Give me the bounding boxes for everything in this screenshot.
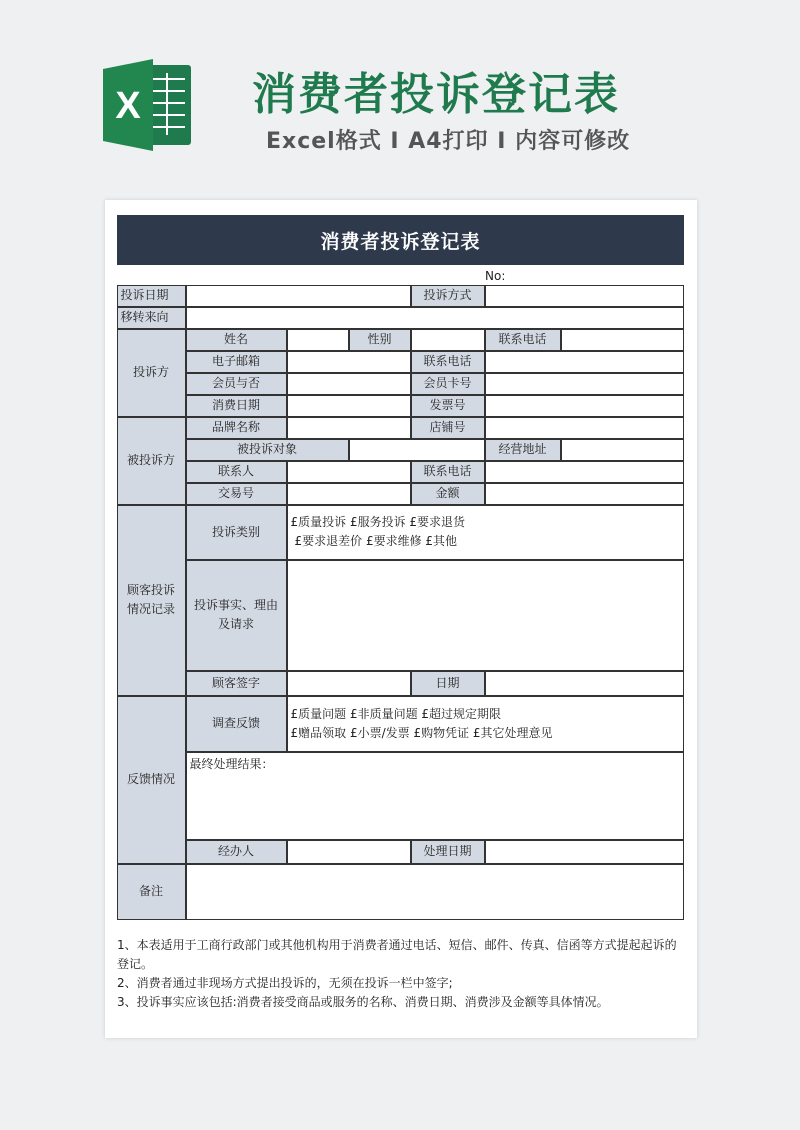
facts-label: 投诉事实、理由及请求 bbox=[186, 560, 287, 671]
final-result-field[interactable] bbox=[186, 752, 684, 840]
phone2-field[interactable] bbox=[485, 351, 684, 373]
purchase-date-label: 消费日期 bbox=[186, 395, 287, 417]
hero-subtitle: Excel格式 I A4打印 I 内容可修改 bbox=[266, 129, 631, 154]
facts-field[interactable] bbox=[287, 560, 684, 671]
feedback-section-label: 反馈情况 bbox=[117, 696, 186, 864]
brand-label: 品牌名称 bbox=[186, 417, 287, 439]
member-label: 会员与否 bbox=[186, 373, 287, 395]
complaint-method-label: 投诉方式 bbox=[411, 285, 485, 307]
transfer-source-field[interactable] bbox=[186, 307, 684, 329]
record-date-field[interactable] bbox=[485, 671, 684, 696]
member-field[interactable] bbox=[287, 373, 411, 395]
category-options-line1: £质量投诉 £服务投诉 £要求退货 bbox=[290, 515, 466, 530]
hero-title: 消费者投诉登记表 bbox=[252, 69, 620, 120]
survey-options-line2: £赠品领取 £小票/发票 £购物凭证 £其它处理意见 bbox=[290, 725, 553, 740]
trade-no-field[interactable] bbox=[287, 483, 411, 505]
address-label: 经营地址 bbox=[485, 439, 561, 461]
signature-field[interactable] bbox=[287, 671, 411, 696]
contact-label: 联系人 bbox=[186, 461, 287, 483]
amount-field[interactable] bbox=[485, 483, 684, 505]
record-date-label: 日期 bbox=[411, 671, 485, 696]
respondent-phone-label: 联系电话 bbox=[411, 461, 485, 483]
signature-label: 顾客签字 bbox=[186, 671, 287, 696]
survey-options-line1: £质量问题 £非质量问题 £超过规定期限 bbox=[290, 706, 502, 721]
complaint-form-grid bbox=[117, 285, 684, 920]
shop-no-label: 店铺号 bbox=[411, 417, 485, 439]
email-field[interactable] bbox=[287, 351, 411, 373]
handler-label: 经办人 bbox=[186, 840, 287, 864]
member-card-label: 会员卡号 bbox=[411, 373, 485, 395]
purchase-date-field[interactable] bbox=[287, 395, 411, 417]
complaint-method-field[interactable] bbox=[485, 285, 684, 307]
survey-label: 调查反馈 bbox=[186, 696, 287, 752]
contact-field[interactable] bbox=[287, 461, 411, 483]
member-card-field[interactable] bbox=[485, 373, 684, 395]
invoice-no-field[interactable] bbox=[485, 395, 684, 417]
name-field[interactable] bbox=[287, 329, 349, 351]
gender-field[interactable] bbox=[411, 329, 485, 351]
phone2-label: 联系电话 bbox=[411, 351, 485, 373]
remarks-field[interactable] bbox=[186, 864, 684, 920]
serial-no-label: No: bbox=[485, 269, 506, 283]
transfer-source-label: 移转来向 bbox=[117, 307, 186, 329]
target-field[interactable] bbox=[349, 439, 485, 461]
complaint-date-field[interactable] bbox=[186, 285, 411, 307]
excel-logo-letter: X bbox=[115, 85, 141, 127]
respondent-section-label: 被投诉方 bbox=[117, 417, 186, 505]
target-label: 被投诉对象 bbox=[186, 439, 349, 461]
remarks-label: 备注 bbox=[117, 864, 186, 920]
brand-field[interactable] bbox=[287, 417, 411, 439]
final-result-label: 最终处理结果： bbox=[189, 756, 274, 771]
category-options-line2: £要求退差价 £要求维修 £其他 bbox=[294, 534, 458, 548]
excel-logo-icon bbox=[103, 55, 193, 155]
complainant-section-label: 投诉方 bbox=[117, 329, 186, 417]
handle-date-field[interactable] bbox=[485, 840, 684, 864]
category-label: 投诉类别 bbox=[186, 505, 287, 560]
shop-no-field[interactable] bbox=[485, 417, 684, 439]
survey-options[interactable] bbox=[287, 696, 684, 752]
note-item: 1、本表适用于工商行政部门或其他机构用于消费者通过电话、短信、邮件、传真、信函等方式提起起诉的登记。 bbox=[117, 938, 677, 971]
email-label: 电子邮箱 bbox=[186, 351, 287, 373]
amount-label: 金额 bbox=[411, 483, 485, 505]
invoice-no-label: 发票号 bbox=[411, 395, 485, 417]
trade-no-label: 交易号 bbox=[186, 483, 287, 505]
handle-date-label: 处理日期 bbox=[411, 840, 485, 864]
form-notes bbox=[117, 936, 687, 1012]
handler-field[interactable] bbox=[287, 840, 411, 864]
record-section-label: 顾客投诉情况记录 bbox=[117, 505, 186, 696]
gender-label: 性别 bbox=[349, 329, 411, 351]
form-sheet bbox=[105, 200, 697, 1038]
name-label: 姓名 bbox=[186, 329, 287, 351]
note-item: 2、消费者通过非现场方式提出投诉的，无须在投诉一栏中签字; bbox=[117, 976, 453, 990]
category-options[interactable] bbox=[287, 505, 684, 560]
address-field[interactable] bbox=[561, 439, 684, 461]
phone-label: 联系电话 bbox=[485, 329, 561, 351]
form-banner-title: 消费者投诉登记表 bbox=[117, 215, 684, 265]
respondent-phone-field[interactable] bbox=[485, 461, 684, 483]
complaint-date-label: 投诉日期 bbox=[117, 285, 186, 307]
note-item: 3、投诉事实应该包括:消费者接受商品或服务的名称、消费日期、消费涉及金额等具体情况。 bbox=[117, 995, 609, 1009]
phone-field[interactable] bbox=[561, 329, 684, 351]
